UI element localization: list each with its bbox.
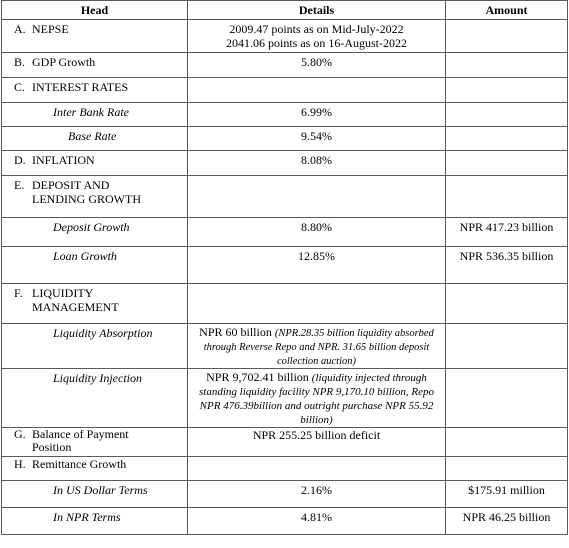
- row-head-label: NEPSE: [32, 22, 69, 36]
- header-amount: Amount: [446, 1, 568, 20]
- row-details: [188, 324, 446, 369]
- row-head-line-1: Balance of Payment: [32, 427, 129, 441]
- row-details: 12.85%: [188, 247, 446, 284]
- table-row: [2, 457, 568, 481]
- table-row: [2, 428, 568, 457]
- row-details: [188, 457, 446, 481]
- row-amount: [446, 151, 568, 176]
- table-row: [2, 324, 568, 369]
- row-details: 8.08%: [188, 151, 446, 176]
- row-details: [188, 20, 446, 53]
- row-amount: [446, 369, 568, 428]
- row-amount: [446, 78, 568, 103]
- table-row: [2, 481, 568, 508]
- table-row: [2, 151, 568, 176]
- details-note: (NPR.28.35 billion liquidity absorbed through Reverse Repo and NPR. 31.65 billion deposit collection auction): [203, 328, 434, 367]
- row-amount: $175.91 million: [446, 481, 568, 508]
- row-head-label: Loan Growth: [2, 247, 188, 284]
- row-amount: [446, 53, 568, 78]
- row-head: [2, 457, 188, 481]
- row-head-label: INTEREST RATES: [32, 80, 129, 94]
- row-head-label: GDP Growth: [32, 55, 96, 69]
- table-row: [2, 284, 568, 324]
- row-head-label: Deposit Growth: [2, 218, 188, 247]
- row-amount: [446, 176, 568, 218]
- row-head-line-2: MANAGEMENT: [32, 300, 119, 314]
- row-letter: C.: [14, 80, 26, 94]
- row-details: [188, 369, 446, 428]
- row-details: 6.99%: [188, 103, 446, 127]
- header-head: Head: [2, 1, 188, 20]
- row-letter: E.: [14, 178, 25, 192]
- row-head-label: Liquidity Injection: [2, 369, 188, 428]
- row-amount: NPR 417.23 billion: [446, 218, 568, 247]
- row-head: [2, 78, 188, 103]
- row-amount: [446, 103, 568, 127]
- row-details: 5.80%: [188, 53, 446, 78]
- row-details: 2.16%: [188, 481, 446, 508]
- row-amount: [446, 127, 568, 151]
- table-row: [2, 176, 568, 218]
- economic-indicators-table: [1, 0, 568, 535]
- row-details: [188, 78, 446, 103]
- row-head-label: In US Dollar Terms: [2, 481, 188, 508]
- table-row: [2, 369, 568, 428]
- row-head: [2, 20, 188, 53]
- details-main: NPR 9,702.41 billion: [206, 370, 312, 384]
- row-letter: G.: [14, 427, 26, 441]
- row-head-label: Remittance Growth: [32, 457, 127, 471]
- details-line-2: 2041.06 points as on 16-August-2022: [226, 36, 407, 50]
- details-main: NPR 60 billion: [199, 325, 275, 339]
- row-head-line-2: LENDING GROWTH: [32, 192, 141, 206]
- table-header-row: [2, 1, 568, 20]
- row-head-label: In NPR Terms: [2, 508, 188, 535]
- row-amount: [446, 20, 568, 53]
- row-head-line-1: DEPOSIT AND: [32, 178, 110, 192]
- row-head-label: Base Rate: [2, 127, 188, 151]
- row-head: [2, 284, 188, 324]
- row-amount: [446, 324, 568, 369]
- row-head-label: Inter Bank Rate: [2, 103, 188, 127]
- row-details: [188, 176, 446, 218]
- row-details: [188, 284, 446, 324]
- table-row: [2, 508, 568, 535]
- row-amount: NPR 536.35 billion: [446, 247, 568, 284]
- details-line-1: 2009.47 points as on Mid-July-2022: [229, 22, 404, 36]
- row-letter: D.: [14, 153, 26, 167]
- row-letter: H.: [14, 457, 26, 471]
- row-head-line-1: LIQUIDITY: [32, 286, 94, 300]
- table-row: [2, 53, 568, 78]
- row-amount: [446, 428, 568, 457]
- row-amount: NPR 46.25 billion: [446, 508, 568, 535]
- row-details: 8.80%: [188, 218, 446, 247]
- row-head-line-2: Position: [32, 440, 72, 454]
- row-head: [2, 53, 188, 78]
- row-amount: [446, 457, 568, 481]
- row-details: 9.54%: [188, 127, 446, 151]
- row-letter: A.: [14, 22, 26, 36]
- row-letter: F.: [14, 286, 23, 300]
- table-row: [2, 20, 568, 53]
- table-row: [2, 78, 568, 103]
- row-amount: [446, 284, 568, 324]
- header-details: Details: [188, 1, 446, 20]
- table-row: [2, 103, 568, 127]
- table-row: [2, 218, 568, 247]
- row-head: [2, 151, 188, 176]
- row-head-label: INFLATION: [32, 153, 95, 167]
- row-head-label: Liquidity Absorption: [2, 324, 188, 369]
- row-head: [2, 428, 188, 457]
- table-row: [2, 127, 568, 151]
- row-head: [2, 176, 188, 218]
- row-details: 4.81%: [188, 508, 446, 535]
- row-details: NPR 255.25 billion deficit: [188, 428, 446, 457]
- details-note: (liquidity injected through standing liquidity facility NPR 9,170.10 billion, Repo NPR 476.39billion and outright purchase NPR 55.92 billion): [199, 372, 434, 426]
- row-letter: B.: [14, 55, 26, 69]
- table-row: [2, 247, 568, 284]
